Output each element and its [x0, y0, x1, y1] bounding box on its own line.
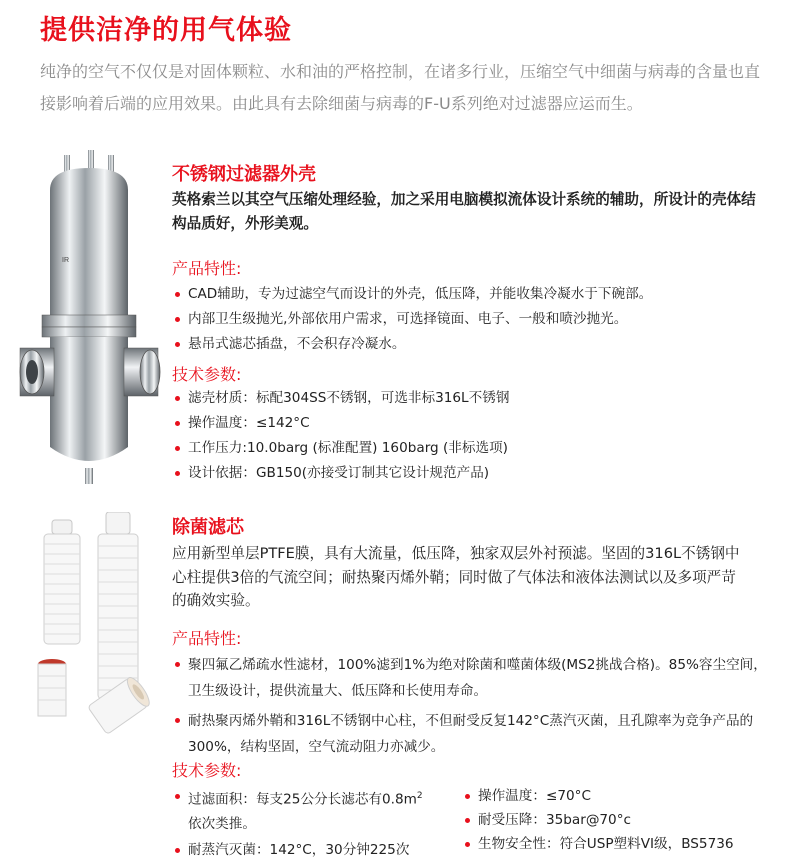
list-item: 内部卫生级抛光,外部依用户需求，可选择镜面、电子、一般和喷沙抛光。 — [172, 307, 772, 332]
page-title: 提供洁净的用气体验 — [40, 15, 292, 46]
list-item: 设计依据：GB150(亦接受订制其它设计规范产品) — [172, 461, 772, 486]
list-item: 滤壳材质：标配304SS不锈钢，可选非标316L不锈钢 — [172, 386, 772, 411]
spec-text: 生物安全性：符合USP塑料VI级，BS5736 — [478, 836, 734, 852]
spec-item-filter-area — [172, 784, 462, 836]
housing-description: 英格索兰以其空气压缩处理经验，加之采用电脑模拟流体设计系统的辅助，所设计的壳体结构品质好，外形美观。 — [172, 191, 756, 232]
list-item: 聚四氟乙烯疏水性滤材，100%滤到1%为绝对除菌和噬菌体级(MS2挑战合格)。85%容尘空间，卫生级设计，提供流量大、低压降和长使用寿命。 — [172, 652, 772, 704]
spec-text: 耐蒸汽灭菌：142°C，30分钟225次 — [188, 841, 410, 858]
svg-text:IR: IR — [62, 257, 69, 264]
spec-item-steam-sterilization — [172, 838, 462, 862]
cartridge-specs-title: 技术参数: — [172, 761, 242, 780]
spec-text: 过滤面积：每支25公分长滤芯有0.8m — [188, 791, 417, 808]
housing-specs-title: 技术参数: — [172, 365, 242, 384]
spec-item-operating-temp — [462, 784, 772, 808]
filter-cartridge-image — [22, 512, 162, 737]
spec-item-biosafety — [462, 832, 772, 856]
list-item: 操作温度：≤142°C — [172, 411, 772, 436]
cartridge-features-list — [172, 652, 772, 764]
cartridge-section-title: 除菌滤芯 — [172, 517, 244, 538]
list-item: 工作压力:10.0barg (标准配置) 160barg (非标选项) — [172, 436, 772, 461]
intro-paragraph: 纯净的空气不仅仅是对固体颗粒、水和油的严格控制，在诸多行业，压缩空气中细菌与病毒的含量也直接影响着后端的应用效果。由此具有去除细菌与病毒的F-U系列绝对过滤器应运而生。 — [40, 62, 761, 113]
housing-section-title: 不锈钢过滤器外壳 — [172, 164, 316, 185]
cartridge-description: 应用新型单层PTFE膜，具有大流量，低压降，独家双层外衬预滤。坚固的316L不锈钢中心柱提供3倍的气流空间；耐热聚丙烯外鞘；同时做了气体法和液体法测试以及多项严苛的确效实验。 — [172, 545, 740, 609]
list-item: CAD辅助，专为过滤空气而设计的外壳，低压降，并能收集冷凝水于下碗部。 — [172, 282, 772, 307]
spec-item-pressure-drop — [462, 808, 772, 832]
spec-text-continued: 依次类推。 — [188, 815, 256, 832]
spec-superscript: 2 — [416, 791, 423, 801]
list-item: 悬吊式滤芯插盘，不会积存冷凝水。 — [172, 332, 772, 357]
housing-features-list — [172, 282, 772, 357]
list-item: 耐热聚丙烯外鞘和316L不锈钢中心柱，不但耐受反复142°C蒸汽灭菌，且孔隙率为竞争产品的300%，结构坚固，空气流动阻力亦减少。 — [172, 708, 772, 760]
filter-housing-image — [18, 150, 163, 490]
spec-text: 耐受压降：35bar@70°c — [478, 812, 631, 828]
spec-text: 操作温度：≤70°C — [478, 788, 591, 804]
cartridge-features-title: 产品特性: — [172, 629, 242, 648]
housing-specs-list — [172, 386, 772, 486]
housing-features-title: 产品特性: — [172, 259, 242, 278]
